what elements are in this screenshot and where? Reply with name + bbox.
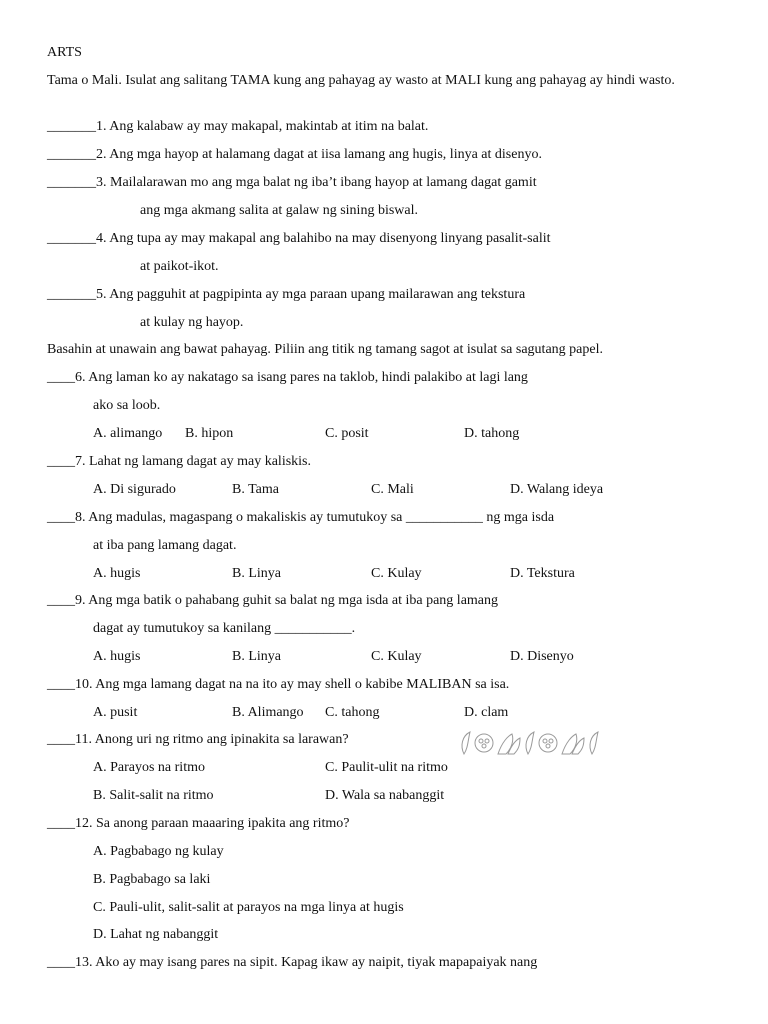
choice-12b: B. Pagbabago sa laki — [93, 872, 211, 887]
choice-6a: A. alimango — [93, 426, 163, 441]
choice-9d: D. Disenyo — [510, 649, 574, 664]
question-3: _______3. Mailalarawan mo ang mga balat ng iba’t ibang hayop at lamang dagat gamit — [47, 175, 537, 190]
question-5: _______5. Ang pagguhit at pagpipinta ay mga paraan upang mailarawan ang tekstura — [47, 287, 526, 302]
question-12: ____12. Sa anong paraan maaaring ipakita ang ritmo? — [47, 816, 350, 831]
question-13: ____13. Ako ay may isang pares na sipit. Kapag ikaw ay naipit, tiyak mapapaiyak nang — [47, 955, 538, 970]
rhythm-pattern-icon — [458, 728, 600, 758]
choice-9c: C. Kulay — [371, 649, 422, 664]
question-9-cont: dagat ay tumutukoy sa kanilang ___________. — [93, 621, 356, 636]
choice-8d: D. Tekstura — [510, 566, 575, 581]
choice-7a: A. Di sigurado — [93, 482, 176, 497]
choice-12a: A. Pagbabago ng kulay — [93, 844, 224, 859]
question-4: _______4. Ang tupa ay may makapal ang balahibo na may disenyong linyang pasalit-salit — [47, 231, 551, 246]
choice-8b: B. Linya — [232, 566, 281, 581]
choice-8c: C. Kulay — [371, 566, 422, 581]
choice-6b: B. hipon — [185, 426, 234, 441]
question-8-cont: at iba pang lamang dagat. — [93, 538, 237, 553]
choice-10c: C. tahong — [325, 705, 380, 720]
question-6: ____6. Ang laman ko ay nakatago sa isang pares na taklob, hindi palakibo at lagi lang — [47, 370, 528, 385]
choice-10d: D. clam — [464, 705, 509, 720]
choice-6c: C. posit — [325, 426, 369, 441]
choice-7d: D. Walang ideya — [510, 482, 604, 497]
rhythm-pattern-image — [458, 728, 600, 758]
question-11: ____11. Anong uri ng ritmo ang ipinakita sa larawan? — [47, 732, 349, 747]
choice-10b: B. Alimango — [232, 705, 304, 720]
page-title: ARTS — [47, 45, 82, 60]
choice-11a: A. Parayos na ritmo — [93, 760, 205, 775]
question-4-cont: at paikot-ikot. — [140, 259, 219, 274]
choice-9b: B. Linya — [232, 649, 281, 664]
choice-11b: B. Salit-salit na ritmo — [93, 788, 214, 803]
question-1: _______1. Ang kalabaw ay may makapal, makintab at itim na balat. — [47, 119, 429, 134]
choice-9a: A. hugis — [93, 649, 141, 664]
question-8: ____8. Ang madulas, magaspang o makaliskis ay tumutukoy sa ___________ ng mga isda — [47, 510, 555, 525]
question-5-cont: at kulay ng hayop. — [140, 315, 244, 330]
question-10: ____10. Ang mga lamang dagat na na ito ay may shell o kabibe MALIBAN sa isa. — [47, 677, 510, 692]
part1-instruction: Tama o Mali. Isulat ang salitang TAMA kung ang pahayag ay wasto at MALI kung ang pahayag ay hindi wasto. — [47, 73, 675, 88]
choice-11c: C. Paulit-ulit na ritmo — [325, 760, 448, 775]
choice-12c: C. Pauli-ulit, salit-salit at parayos na mga linya at hugis — [93, 900, 404, 915]
choice-11d: D. Wala sa nabanggit — [325, 788, 445, 803]
question-2: _______2. Ang mga hayop at halamang dagat at iisa lamang ang hugis, linya at disenyo. — [47, 147, 542, 162]
choice-8a: A. hugis — [93, 566, 141, 581]
choice-12d: D. Lahat ng nabanggit — [93, 927, 219, 942]
question-9: ____9. Ang mga batik o pahabang guhit sa balat ng mga isda at iba pang lamang — [47, 593, 499, 608]
choice-7c: C. Mali — [371, 482, 414, 497]
choice-7b: B. Tama — [232, 482, 279, 497]
question-7: ____7. Lahat ng lamang dagat ay may kaliskis. — [47, 454, 311, 469]
choice-10a: A. pusit — [93, 705, 138, 720]
question-6-cont: ako sa loob. — [93, 398, 161, 413]
question-3-cont: ang mga akmang salita at galaw ng sining biswal. — [140, 203, 418, 218]
choice-6d: D. tahong — [464, 426, 520, 441]
part2-instruction: Basahin at unawain ang bawat pahayag. Piliin ang titik ng tamang sagot at isulat sa sagutang papel. — [47, 342, 603, 357]
